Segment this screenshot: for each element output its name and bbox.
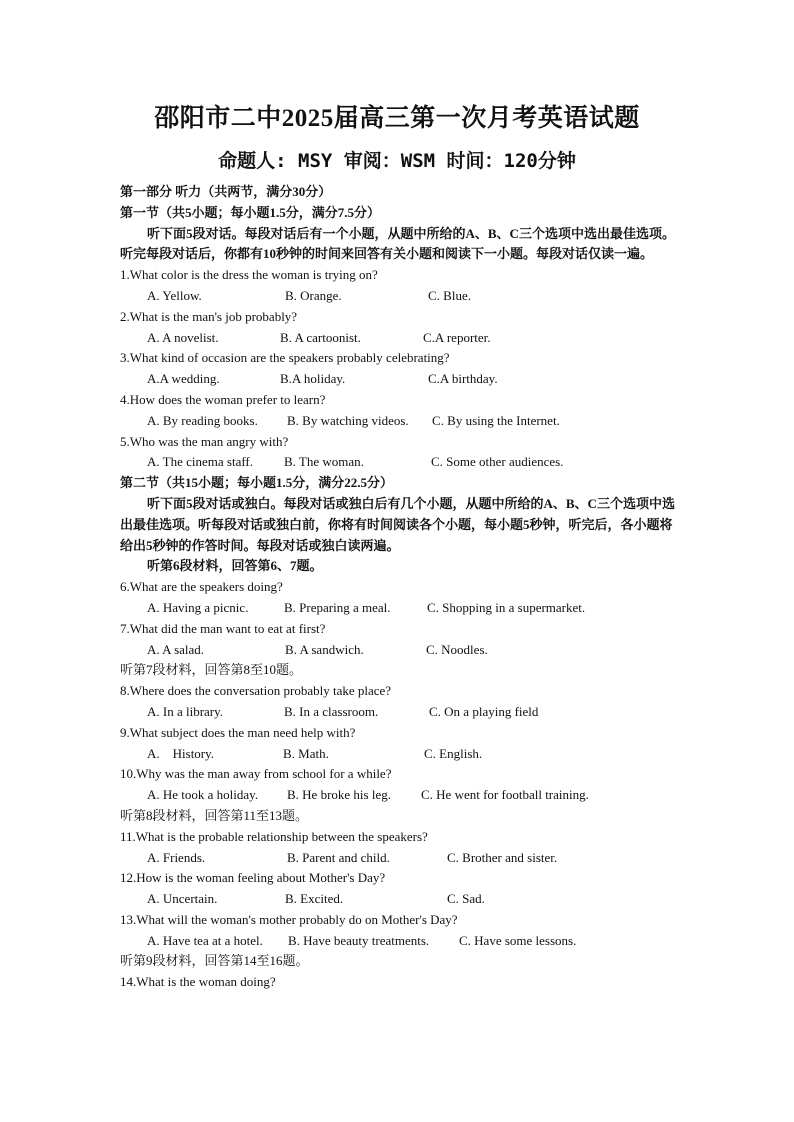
option-a: A. He took a holiday. <box>147 787 259 803</box>
question-1: 1.What color is the dress the woman is trying on? <box>120 267 378 283</box>
option-b: B.A holiday. <box>280 371 346 387</box>
option-c: C. On a playing field <box>429 703 539 719</box>
option-b: B. Orange. <box>285 287 342 303</box>
options-4 <box>120 411 680 432</box>
option-c: C. Sad. <box>447 891 485 907</box>
options-7 <box>120 640 680 661</box>
option-b: B. Have beauty treatments. <box>288 932 430 948</box>
option-a: A. In a library. <box>147 703 224 719</box>
option-b: B. Excited. <box>285 891 344 907</box>
options-12 <box>120 889 680 910</box>
section-heading: 第二节（共15小题；每小题1.5分，满分22.5分） <box>120 475 394 491</box>
question-6: 6.What are the speakers doing? <box>120 579 283 595</box>
material-label: 听第8段材料，回答第11至13题。 <box>120 807 309 823</box>
option-c: C. Have some lessons. <box>459 932 577 948</box>
option-b: B. Parent and child. <box>287 849 390 865</box>
question-7: 7.What did the man want to eat at first? <box>120 620 326 636</box>
option-c: C.A birthday. <box>428 371 498 387</box>
option-b: B. A sandwich. <box>285 641 364 657</box>
options-10 <box>120 785 680 806</box>
option-a: A.A wedding. <box>147 371 220 387</box>
option-b: B. The woman. <box>284 454 364 470</box>
question-4: 4.How does the woman prefer to learn? <box>120 391 326 407</box>
options-13 <box>120 931 680 952</box>
option-b: B. A cartoonist. <box>280 329 361 345</box>
option-c: C. Shopping in a supermarket. <box>427 599 586 615</box>
option-c: C. Some other audiences. <box>431 454 564 470</box>
option-a: A. Have tea at a hotel. <box>147 932 263 948</box>
option-c: C. Blue. <box>428 287 471 303</box>
option-a: A. A salad. <box>147 641 205 657</box>
question-2: 2.What is the man's job probably? <box>120 308 298 324</box>
options-6 <box>120 598 680 619</box>
option-b: B. Math. <box>283 745 329 761</box>
option-b: B. He broke his leg. <box>287 787 391 803</box>
question-3: 3.What kind of occasion are the speakers probably celebrating? <box>120 350 450 366</box>
section-heading: 第一节（共5小题；每小题1.5分，满分7.5分） <box>120 204 381 220</box>
material-label: 听第6段材料，回答第6、7题。 <box>147 558 323 574</box>
option-a: A. By reading books. <box>147 412 258 428</box>
question-14: 14.What is the woman doing? <box>120 974 276 990</box>
options-3 <box>120 369 680 390</box>
exam-info: 命题人: MSY 审阅：WSM 时间：120分钟 <box>218 150 576 172</box>
option-a: A. Friends. <box>147 849 206 865</box>
option-a: A. Having a picnic. <box>147 599 249 615</box>
part-heading: 第一部分 听力（共两节，满分30分） <box>120 184 332 199</box>
option-c: C.A reporter. <box>423 329 491 345</box>
option-a: A. The cinema staff. <box>147 454 254 470</box>
options-8 <box>120 702 680 723</box>
options-1 <box>120 286 680 307</box>
option-c: C. Noodles. <box>426 641 488 657</box>
question-9: 9.What subject does the man need help with? <box>120 724 356 740</box>
section-instructions: 听下面5段对话。每段对话后有一个小题，从题中所给的A、B、C三个选项中选出最佳选项。听完每段对话后，你都有10秒钟的时间来回答有关小题和阅读下一小题。每段对话仅读一遍。 <box>120 225 675 262</box>
page-title: 邵阳市二中2025届高三第一次月考英语试题 <box>154 105 640 132</box>
section-instructions: 听下面5段对话或独白。每段对话或独白后有几个小题，从题中所给的A、B、C三个选项中选出最佳选项。听每段对话或独白前，你将有时间阅读各个小题，每小题5秒钟，听完后，各小题将给出5秒钟的作答时间。每段对话或独白读两遍。 <box>120 495 675 553</box>
material-label: 听第7段材料，回答第8至10题。 <box>120 662 303 678</box>
option-b: B. By watching videos. <box>287 412 409 428</box>
option-c: C. Brother and sister. <box>447 849 558 865</box>
question-10: 10.Why was the man away from school for a while? <box>120 766 392 782</box>
options-11 <box>120 848 680 869</box>
question-5: 5.Who was the man angry with? <box>120 433 289 449</box>
question-8: 8.Where does the conversation probably take place? <box>120 683 392 699</box>
question-12: 12.How is the woman feeling about Mother's Day? <box>120 870 386 886</box>
exam-body <box>120 182 680 993</box>
question-13: 13.What will the woman's mother probably do on Mother's Day? <box>120 911 458 927</box>
options-2 <box>120 328 680 349</box>
material-label: 听第9段材料，回答第14至16题。 <box>120 953 309 969</box>
option-b: B. In a classroom. <box>284 703 379 719</box>
option-b: B. Preparing a meal. <box>284 599 391 615</box>
options-9 <box>120 744 680 765</box>
option-a: A. A novelist. <box>147 329 219 345</box>
options-5 <box>120 452 680 473</box>
question-11: 11.What is the probable relationship between the speakers? <box>120 828 428 844</box>
option-a: A. Uncertain. <box>147 891 218 907</box>
option-a: A. Yellow. <box>147 287 202 303</box>
option-c: C. English. <box>424 745 483 761</box>
option-a: A. History. <box>147 745 215 761</box>
option-c: C. He went for football training. <box>421 787 589 803</box>
option-c: C. By using the Internet. <box>432 412 560 428</box>
